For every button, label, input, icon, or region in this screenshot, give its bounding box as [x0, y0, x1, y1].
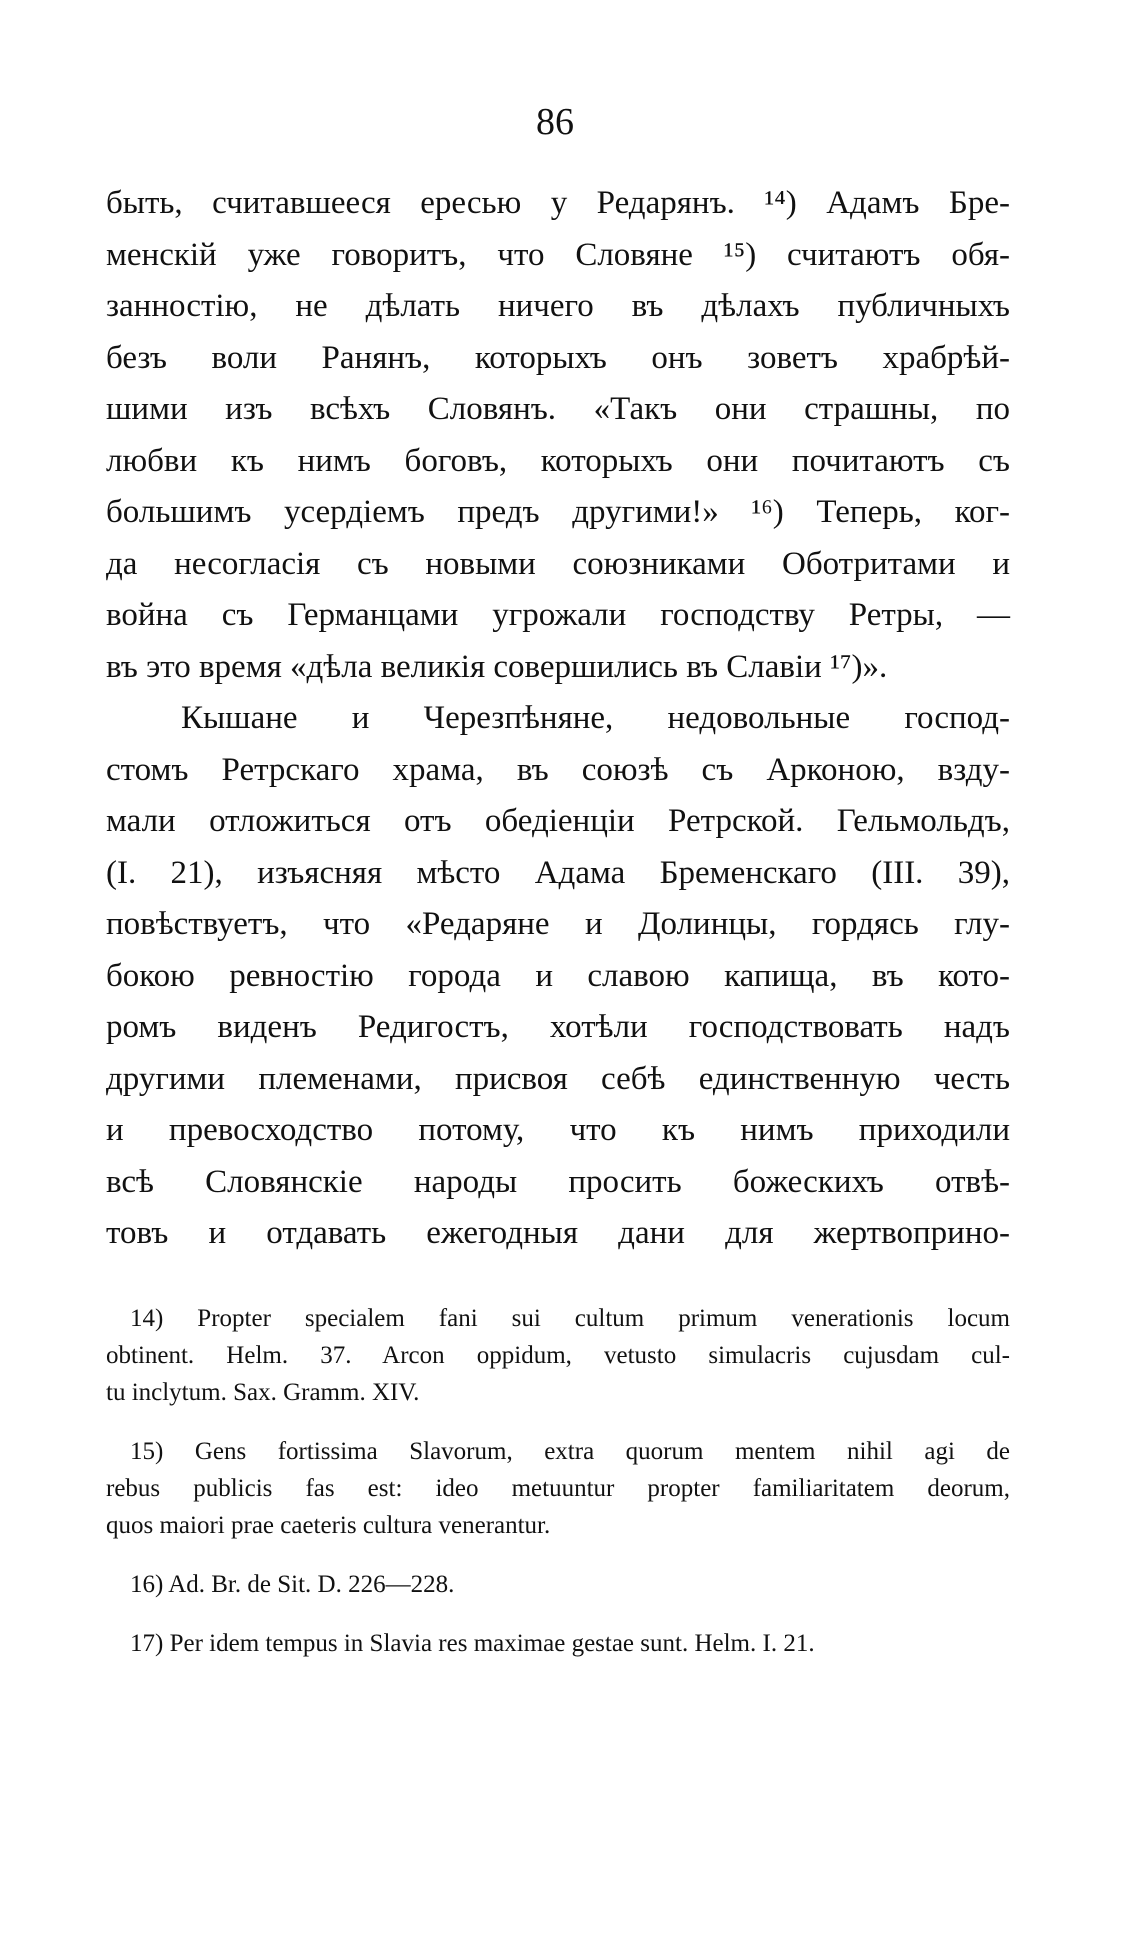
text-line: (I. 21), изъясняя мѣсто Адама Бременскаго (III. 39),	[106, 854, 1010, 891]
text-line: большимъ усердіемъ предъ другими!» ¹⁶) Теперь, ког-	[106, 494, 1010, 530]
page-number: 86	[536, 101, 574, 143]
text-line: да несогласія съ новыми союзниками Оботритами и	[106, 545, 1010, 582]
text-line: любви къ нимъ боговъ, которыхъ они почитаютъ съ	[106, 442, 1010, 479]
text-line: шими изъ всѣхъ Словянъ. «Такъ они страшны, по	[106, 391, 1010, 427]
text-line: бокою ревностію города и славою капища, въ кото-	[106, 957, 1010, 994]
text-line: стомъ Ретрскаго храма, въ союзѣ съ Арконою, взду-	[106, 751, 1010, 788]
text-line: занностію, не дѣлать ничего въ дѣлахъ публичныхъ	[106, 288, 1010, 324]
footnote-line: obtinent. Helm. 37. Arcon oppidum, vetusto simulacris cujusdam cul-	[106, 1342, 1010, 1369]
footnote-line: 16) Ad. Br. de Sit. D. 226—228.	[130, 1571, 455, 1598]
text-line: ромъ виденъ Редигостъ, хотѣли господствовать надъ	[106, 1009, 1010, 1045]
footnotes	[106, 1300, 1010, 1684]
footnote-line: quos maiori prae caeteris cultura venerantur.	[106, 1512, 551, 1539]
text-line: другими племенами, присвоя себѣ единственную честь	[106, 1060, 1010, 1097]
text-line: быть, считавшееся ересью у Редарянъ. ¹⁴) Адамъ Бре-	[106, 185, 1010, 221]
text-line: безъ воли Ранянъ, которыхъ онъ зоветъ храбрѣй-	[106, 339, 1010, 376]
footnote-line: tu inclytum. Sax. Gramm. XIV.	[106, 1379, 420, 1406]
footnote-line: 15) Gens fortissima Slavorum, extra quorum mentem nihil agi de	[130, 1438, 1010, 1465]
text-line: Кышане и Черезпѣняне, недовольные господ-	[181, 700, 1010, 736]
footnote-line: rebus publicis fas est: ideo metuuntur propter familiaritatem deorum,	[106, 1475, 1010, 1502]
text-line: менскій уже говоритъ, что Словяне ¹⁵) считаютъ обя-	[106, 236, 1010, 273]
text-line: повѣствуетъ, что «Редаряне и Долинцы, гордясь глу-	[106, 906, 1010, 942]
footnote-17	[106, 1625, 1010, 1662]
footnote-15	[106, 1433, 1010, 1544]
text-line: война съ Германцами угрожали господству Ретры, —	[106, 597, 1010, 633]
footnote-14	[106, 1300, 1010, 1411]
footnote-16	[106, 1566, 1010, 1603]
text-line: всѣ Словянскіе народы просить божескихъ отвѣ-	[106, 1163, 1010, 1200]
text-line: товъ и отдавать ежегодныя дани для жертвоприно-	[106, 1215, 1010, 1251]
text-line: въ это время «дѣла великія совершились въ Славіи ¹⁷)».	[106, 648, 888, 685]
footnote-line: 14) Propter specialem fani sui cultum primum venerationis locum	[130, 1305, 1010, 1332]
text-line: и превосходство потому, что къ нимъ приходили	[106, 1112, 1010, 1148]
text-line: мали отложиться отъ обедіенціи Ретрской. Гельмольдъ,	[106, 803, 1010, 839]
footnote-line: 17) Per idem tempus in Slavia res maximae gestae sunt. Helm. I. 21.	[130, 1630, 815, 1657]
main-text	[106, 178, 1010, 1260]
